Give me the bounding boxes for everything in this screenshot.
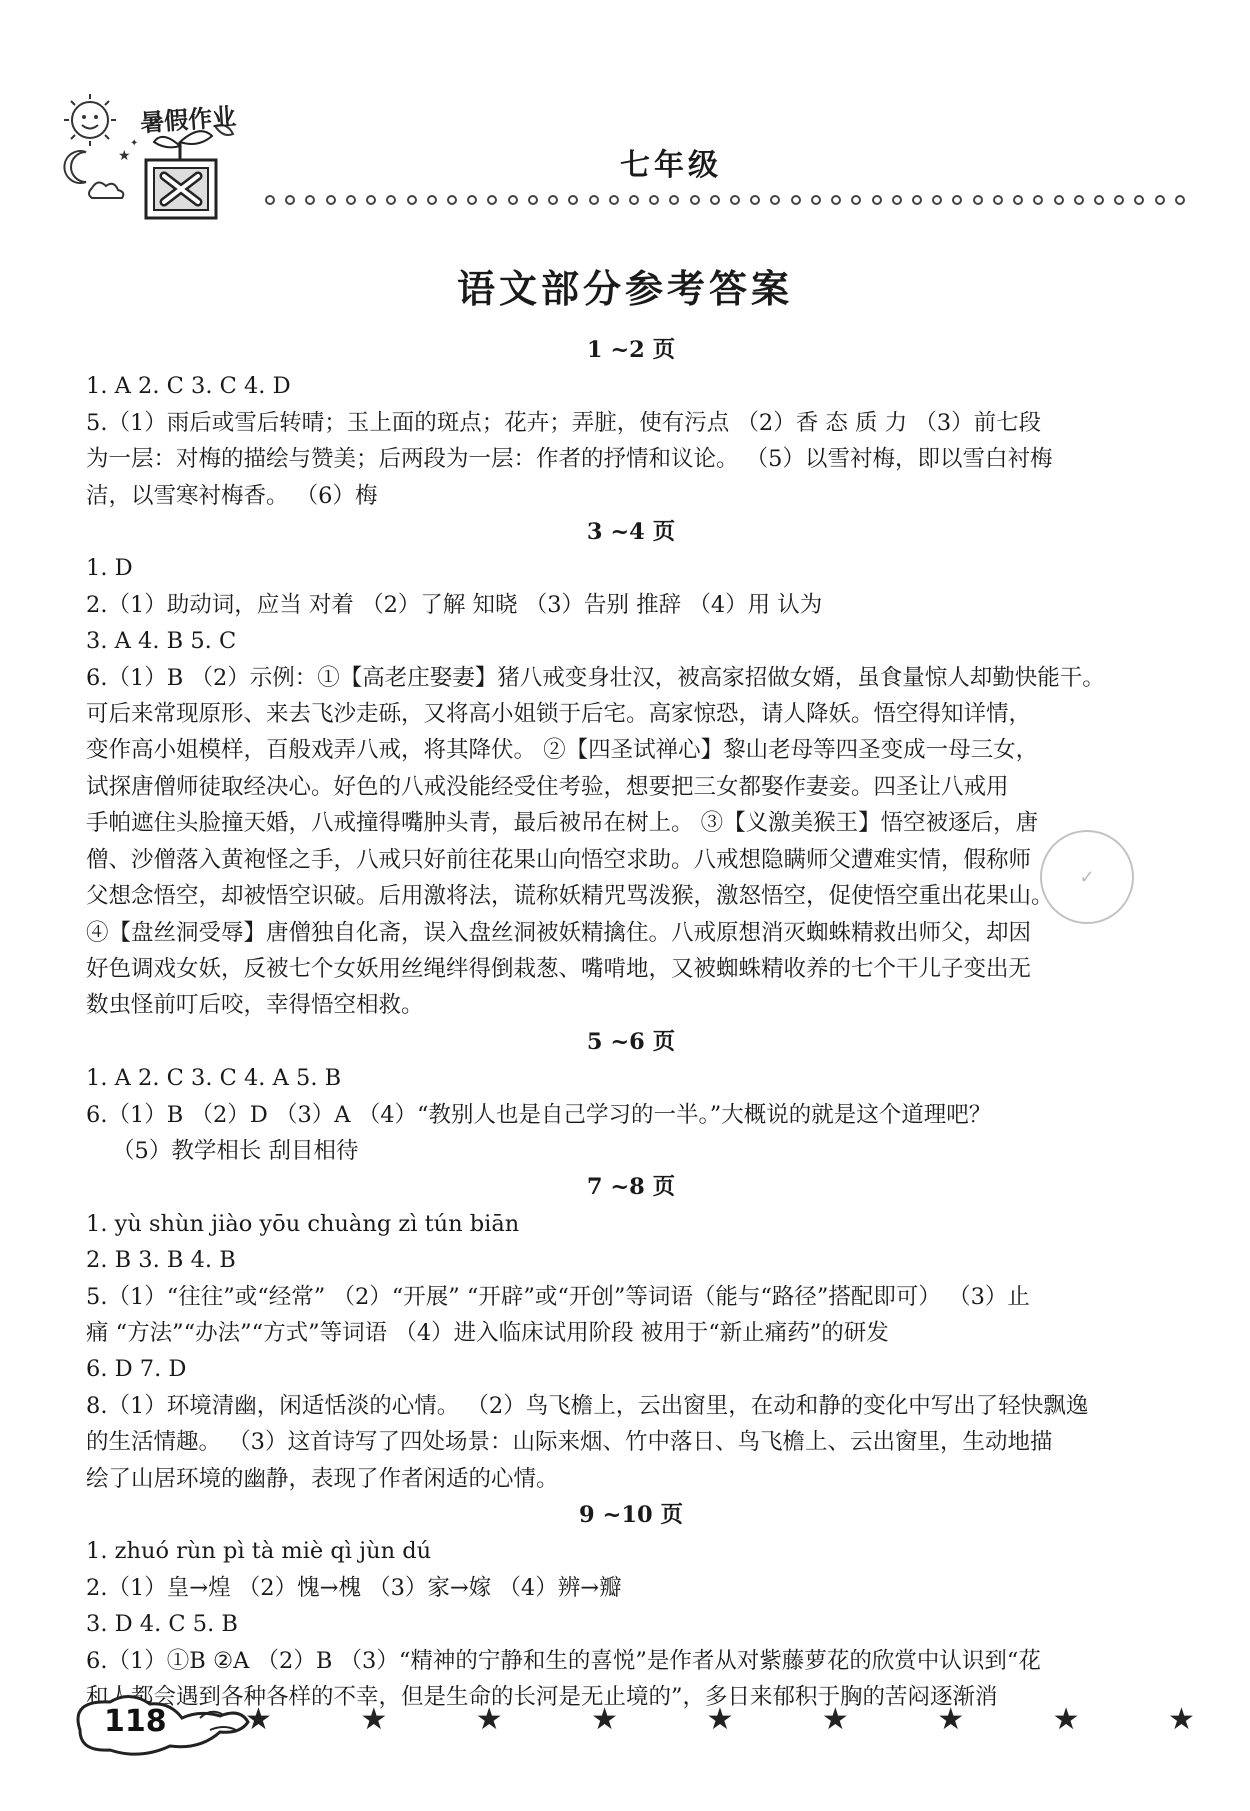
answer-line: （5）教学相长 刮目相待	[112, 1137, 359, 1164]
divider-dot	[892, 195, 902, 205]
answer-line: 8.（1）环境清幽，闲适恬淡的心情。 （2）鸟飞檐上，云出窗里，在动和静的变化中写出了轻快飘逸	[86, 1392, 1089, 1419]
divider-dot	[305, 195, 315, 205]
grade-label: 七年级	[620, 148, 722, 183]
answer-line: 6.（1）B （2）示例：①【高老庄娶妻】猪八戒变身壮汉，被高家招做女婿，虽食量惊人却勤快能干。	[86, 664, 1105, 691]
answer-line: 1. D	[86, 555, 133, 582]
divider-dot	[932, 195, 942, 205]
divider-dot	[447, 195, 457, 205]
divider-dot	[568, 195, 578, 205]
answer-line: 6.（1）①B ②A （2）B （3）“精神的宁静和生的喜悦”是作者从对紫藤萝花的欣赏中认识到“花	[86, 1647, 1041, 1674]
answer-line: 1. zhuó rùn pì tà miè qì jùn dú	[86, 1538, 432, 1565]
section-heading: 5 ~6 页	[586, 1028, 676, 1055]
divider-dot	[730, 195, 740, 205]
divider-dot	[487, 195, 497, 205]
svg-text:✦: ✦	[130, 138, 139, 149]
answer-line: 1. A 2. C 3. C 4. D	[86, 373, 291, 400]
divider-dot	[831, 195, 841, 205]
divider-dot	[952, 195, 962, 205]
divider-dot	[1013, 195, 1023, 205]
answer-line: 和人都会遇到各种各样的不幸，但是生命的长河是无止境的”，多日来郁积于胸的苦闷逐渐消	[86, 1684, 998, 1711]
divider-dot	[1033, 195, 1043, 205]
answer-line: 6. D 7. D	[86, 1356, 187, 1383]
answer-line: 的生活情趣。 （3）这首诗写了四处场景：山际来烟、竹中落日、鸟飞檐上、云出窗里，生动地描	[86, 1429, 1053, 1456]
answer-line: 手帕遮住头脸撞天婚，八戒撞得嘴肿头青，最后被吊在树上。 ③【义激美猴王】悟空被逐后，唐	[86, 810, 1039, 837]
divider-dot	[791, 195, 801, 205]
answer-line: 2. B 3. B 4. B	[86, 1247, 236, 1274]
star-row	[245, 1700, 1195, 1740]
divider-dot	[1175, 195, 1185, 205]
answer-line: 好色调戏女妖，反被七个女妖用丝绳绊得倒栽葱、嘴啃地，又被蜘蛛精收养的七个干儿子变出无	[86, 955, 1032, 982]
divider-dot	[528, 195, 538, 205]
page-title: 语文部分参考答案	[456, 267, 793, 311]
divider-dot	[1114, 195, 1124, 205]
watermark-stamp: ✓	[1040, 830, 1134, 924]
divider-dot	[872, 195, 882, 205]
divider-dot	[811, 195, 821, 205]
divider-dot	[326, 195, 336, 205]
answer-line: 痛 “方法”“办法”“方式”等词语 （4）进入临床试用阶段 被用于“新止痛药”的研发	[86, 1319, 889, 1346]
divider-dot	[710, 195, 720, 205]
star-icon: ★	[706, 1702, 734, 1737]
divider-dot	[993, 195, 1003, 205]
answer-line: 变作高小姐模样，百般戏弄八戒，将其降伏。 ②【四圣试禅心】黎山老母等四圣变成一母三女，	[86, 737, 1039, 764]
divider-dot	[427, 195, 437, 205]
divider-dot	[386, 195, 396, 205]
divider-dot	[366, 195, 376, 205]
divider-dot	[609, 195, 619, 205]
divider-dot	[1134, 195, 1144, 205]
svg-text:★: ★	[118, 148, 131, 164]
divider-dot	[629, 195, 639, 205]
answer-line: 6.（1）B （2）D （3）A （4）“教别人也是自己学习的一半。”大概说的就是这个道理吧？	[86, 1101, 992, 1128]
star-icon: ★	[1052, 1702, 1080, 1737]
answer-line: 5.（1）“往往”或“经常” （2）“开展” “开辟”或“开创”等词语（能与“路径”搭配即可） （3）止	[86, 1283, 1030, 1310]
divider-dot	[1155, 195, 1165, 205]
answer-line: 洁，以雪寒衬梅香。 （6）梅	[86, 482, 378, 509]
answer-line: 3. A 4. B 5. C	[86, 628, 237, 655]
section-heading: 9 ~10 页	[579, 1502, 683, 1528]
divider-dot	[851, 195, 861, 205]
divider-dot	[973, 195, 983, 205]
section-heading: 3 ~4 页	[586, 519, 676, 546]
divider-dot	[548, 195, 558, 205]
divider-dot	[508, 195, 518, 205]
answer-line: 绘了山居环境的幽静，表现了作者闲适的心情。	[86, 1465, 559, 1492]
section-heading: 1 ~2 页	[586, 337, 676, 363]
divider-dot	[589, 195, 599, 205]
answer-line: ④【盘丝洞受辱】唐僧独自化斋，误入盘丝洞被妖精擒住。八戒原想消灭蜘蛛精救出师父，却因	[86, 919, 1032, 946]
star-icon: ★	[475, 1702, 503, 1737]
answer-line: 1. A 2. C 3. C 4. A 5. B	[86, 1065, 342, 1092]
divider-dot	[1054, 195, 1064, 205]
star-icon: ★	[821, 1702, 849, 1737]
star-icon: ★	[245, 1702, 272, 1737]
divider-dot	[1094, 195, 1104, 205]
dotted-divider	[265, 190, 1185, 210]
section-heading: 7 ~8 页	[586, 1174, 676, 1201]
divider-dot	[407, 195, 417, 205]
answer-line: 2.（1）皇→煌 （2）愧→槐 （3）家→嫁 （4）辨→瓣	[86, 1574, 622, 1601]
divider-dot	[912, 195, 922, 205]
page-number: 118	[104, 1704, 167, 1739]
answer-line: 父想念悟空，却被悟空识破。后用激将法，谎称妖精咒骂泼猴，激怒悟空，促使悟空重出花果山。	[86, 883, 1054, 910]
answer-line: 可后来常现原形、来去飞沙走砾，又将高小姐锁于后宅。高家惊恐，请人降妖。悟空得知详情，	[86, 701, 1032, 728]
answer-line: 试探唐僧师徒取经决心。好色的八戒没能经受住考验，想要把三女都娶作妻妾。四圣让八戒用	[86, 773, 1009, 800]
divider-dot	[346, 195, 356, 205]
divider-dot	[750, 195, 760, 205]
star-icon: ★	[1168, 1702, 1195, 1737]
divider-dot	[285, 195, 295, 205]
star-icon: ★	[360, 1702, 388, 1737]
answer-line: 5.（1）雨后或雪后转晴；玉上面的斑点；花卉；弄脏，使有污点 （2）香 态 质 力 （3）前七段	[86, 409, 1042, 436]
divider-dot	[770, 195, 780, 205]
divider-dot	[265, 195, 275, 205]
answer-line: 1. yù shùn jiào yōu chuàng zì tún biān	[86, 1210, 520, 1237]
answer-line: 3. D 4. C 5. B	[86, 1611, 238, 1638]
page-footer	[70, 1690, 1195, 1770]
divider-dot	[1074, 195, 1084, 205]
divider-dot	[467, 195, 477, 205]
star-icon: ★	[937, 1702, 965, 1737]
logo-title: 暑假作业	[139, 102, 238, 138]
divider-dot	[690, 195, 700, 205]
star-icon: ★	[591, 1702, 619, 1737]
answer-line: 2.（1）助动词，应当 对着 （2）了解 知晓 （3）告别 推辞 （4）用 认为	[86, 591, 823, 618]
divider-dot	[669, 195, 679, 205]
answer-line: 僧、沙僧落入黄袍怪之手，八戒只好前往花果山向悟空求助。八戒想隐瞒师父遭难实情，假称师	[86, 846, 1032, 873]
answer-content	[86, 332, 1176, 1715]
divider-dot	[649, 195, 659, 205]
answer-line: 为一层：对梅的描绘与赞美；后两段为一层：作者的抒情和议论。 （5）以雪衬梅，即以雪白衬梅	[86, 446, 1053, 473]
answer-line: 数虫怪前叮后咬，幸得悟空相救。	[86, 992, 424, 1019]
